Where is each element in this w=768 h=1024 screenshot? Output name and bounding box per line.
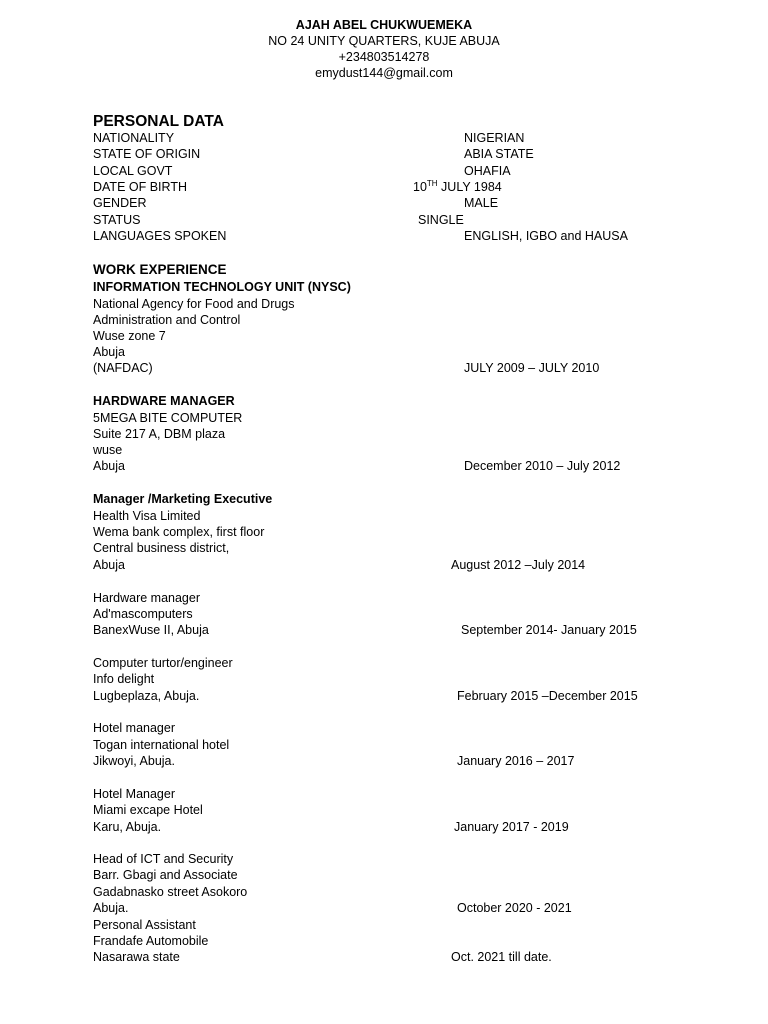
job-detail: Health Visa Limited	[93, 509, 201, 523]
job-role: Hardware manager	[93, 591, 200, 605]
label-date-of-birth: DATE OF BIRTH	[93, 180, 187, 194]
dob-month-year: JULY 1984	[437, 180, 502, 194]
job-dates: JULY 2009 – JULY 2010	[464, 361, 600, 375]
job-detail: Wuse zone 7	[93, 329, 166, 343]
job-detail: 5MEGA BITE COMPUTER	[93, 411, 243, 425]
job-detail: wuse	[93, 443, 123, 457]
label-local-govt: LOCAL GOVT	[93, 164, 173, 178]
value-languages: ENGLISH, IGBO and HAUSA	[464, 229, 628, 243]
address: NO 24 UNITY QUARTERS, KUJE ABUJA	[268, 34, 500, 48]
job-detail: Wema bank complex, first floor	[93, 525, 265, 539]
job-detail: Frandafe Automobile	[93, 934, 209, 948]
job-dates: January 2017 - 2019	[454, 820, 569, 834]
job-detail: National Agency for Food and Drugs	[93, 297, 295, 311]
job-detail: Info delight	[93, 672, 155, 686]
job-detail: Barr. Gbagi and Associate	[93, 868, 238, 882]
job-detail: Abuja	[93, 345, 125, 359]
dob-day: 10	[413, 180, 427, 194]
value-status: SINGLE	[418, 213, 464, 227]
job-role: Hotel manager	[93, 721, 175, 735]
job-detail: Suite 217 A, DBM plaza	[93, 427, 226, 441]
job-role: Hotel Manager	[93, 787, 175, 801]
job-dates: October 2020 - 2021	[457, 901, 572, 915]
job-detail: Abuja.	[93, 901, 129, 915]
job-role: Personal Assistant	[93, 918, 196, 932]
job-detail: Lugbeplaza, Abuja.	[93, 689, 200, 703]
job-detail: Central business district,	[93, 541, 230, 555]
job-detail: Abuja	[93, 459, 125, 473]
job-detail: Togan international hotel	[93, 738, 230, 752]
candidate-name: AJAH ABEL CHUKWUEMEKA	[295, 18, 473, 32]
job-detail: Miami excape Hotel	[93, 803, 203, 817]
job-role: Manager /Marketing Executive	[93, 492, 273, 506]
job-dates: December 2010 – July 2012	[464, 459, 621, 473]
dob-ordinal: TH	[426, 179, 438, 188]
job-role: INFORMATION TECHNOLOGY UNIT (NYSC)	[93, 280, 351, 294]
label-state-of-origin: STATE OF ORIGIN	[93, 147, 201, 161]
job-detail: Jikwoyi, Abuja.	[93, 754, 175, 768]
email: emydust144@gmail.com	[315, 66, 453, 80]
label-status: STATUS	[93, 213, 141, 227]
job-detail: Abuja	[93, 558, 125, 572]
work-experience-heading: WORK EXPERIENCE	[93, 262, 227, 277]
label-nationality: NATIONALITY	[93, 131, 175, 145]
job-detail: Gadabnasko street Asokoro	[93, 885, 248, 899]
label-languages: LANGUAGES SPOKEN	[93, 229, 227, 243]
job-detail: Karu, Abuja.	[93, 820, 162, 834]
phone: +234803514278	[338, 50, 430, 64]
job-role: Head of ICT and Security	[93, 852, 234, 866]
job-dates: January 2016 – 2017	[457, 754, 575, 768]
job-role: Computer turtor/engineer	[93, 656, 233, 670]
value-gender: MALE	[464, 196, 499, 210]
job-detail: Nasarawa state	[93, 950, 180, 964]
job-detail: (NAFDAC)	[93, 361, 153, 375]
value-nationality: NIGERIAN	[464, 131, 525, 145]
value-state-of-origin: ABIA STATE	[464, 147, 534, 161]
job-dates: Oct. 2021 till date.	[451, 950, 552, 964]
personal-data-heading: PERSONAL DATA	[93, 113, 224, 130]
value-date-of-birth	[413, 179, 502, 195]
job-dates: August 2012 –July 2014	[451, 558, 586, 572]
job-detail: BanexWuse II, Abuja	[93, 623, 209, 637]
label-gender: GENDER	[93, 196, 147, 210]
job-dates: September 2014- January 2015	[461, 623, 637, 637]
contact-header	[0, 17, 768, 81]
job-detail: Administration and Control	[93, 313, 241, 327]
job-role: HARDWARE MANAGER	[93, 394, 235, 408]
value-local-govt: OHAFIA	[464, 164, 511, 178]
job-dates: February 2015 –December 2015	[457, 689, 638, 703]
job-detail: Ad'mascomputers	[93, 607, 193, 621]
